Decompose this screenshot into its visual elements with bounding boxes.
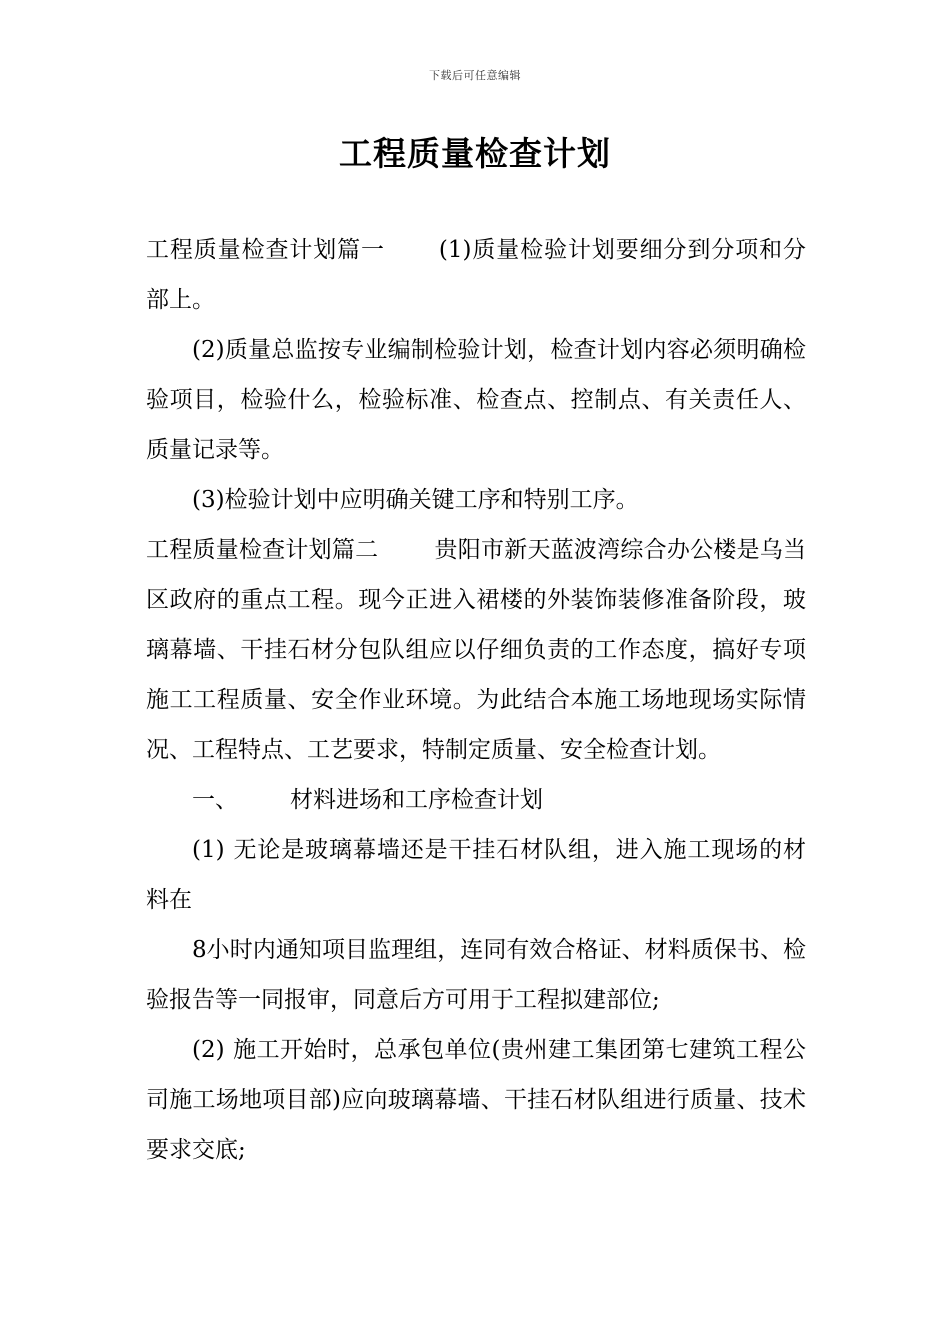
header-note: 下载后可任意编辑 xyxy=(429,69,521,82)
section-number: 一、 xyxy=(192,787,238,813)
section-title: 材料进场和工序检查计划 xyxy=(290,787,543,813)
paragraph-part-one xyxy=(146,225,806,325)
paragraph-part-two xyxy=(146,525,806,775)
document-body xyxy=(146,225,806,1175)
page-title: 工程质量检查计划 xyxy=(339,134,611,173)
part-one-text: (1)质量检验计划要细分到分项和分部上。 xyxy=(146,237,806,313)
part-one-heading: 工程质量检查计划篇一 xyxy=(146,237,385,263)
item-number: (2) xyxy=(192,1037,225,1063)
paragraph-notification: 8小时内通知项目监理组，连同有效合格证、材料质保书、检验报告等一同报审，同意后方可用于工程拟建部位; xyxy=(146,937,806,1013)
paragraph-item-2-briefing xyxy=(146,1025,806,1175)
paragraph-item-1-materials xyxy=(146,825,806,925)
item-text: 无论是玻璃幕墙还是干挂石材队组，进入施工现场的材料在 xyxy=(146,837,806,913)
part-two-heading: 工程质量检查计划篇二 xyxy=(146,537,379,563)
part-two-text: 贵阳市新天蓝波湾综合办公楼是乌当区政府的重点工程。现今正进入裙楼的外装饰装修准备阶段，玻璃幕墙、干挂石材分包队组应以仔细负责的工作态度，搞好专项施工工程质量、安全作业环境。为此结合本施工场地现场实际情况、工程特点、工艺要求，特制定质量、安全检查计划。 xyxy=(146,537,807,763)
paragraph-item-3: (3)检验计划中应明确关键工序和特别工序。 xyxy=(192,487,639,513)
item-text: 施工开始时，总承包单位(贵州建工集团第七建筑工程公司施工场地项目部)应向玻璃幕墙、干挂石材队组进行质量、技术要求交底; xyxy=(146,1037,806,1163)
item-number: (1) xyxy=(192,837,225,863)
section-heading-1 xyxy=(146,775,806,825)
paragraph-item-2: (2)质量总监按专业编制检验计划，检查计划内容必须明确检验项目，检验什么，检验标准、检查点、控制点、有关责任人、质量记录等。 xyxy=(146,337,806,463)
